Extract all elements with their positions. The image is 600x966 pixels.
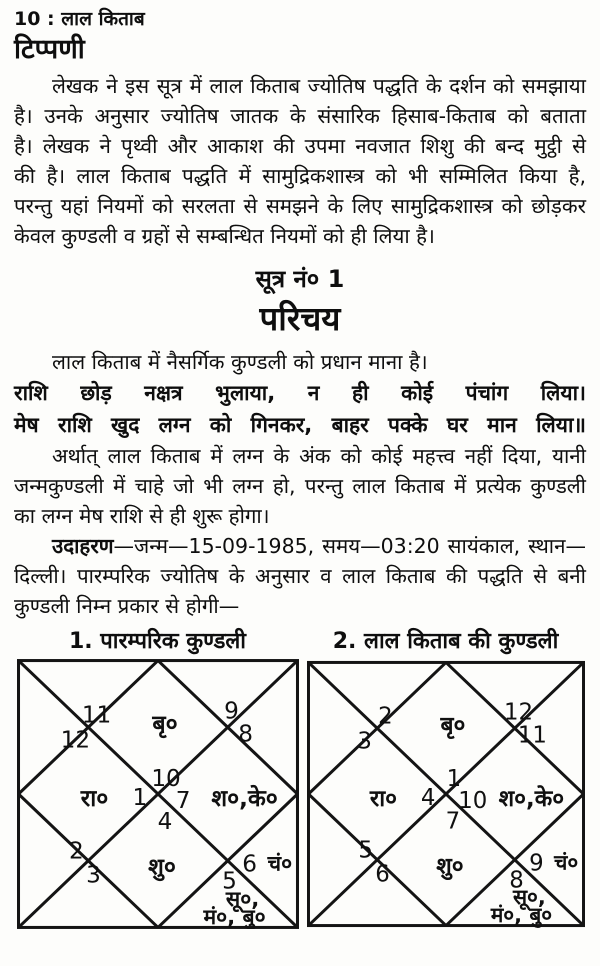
meaning-line: जन्मकुण्डली में चाहे जो भी लग्न हो, परन्तु लाल किताब में प्रत्येक कुण्डली (14, 474, 586, 498)
note-line: की है। लाल किताब पद्धति में सामुद्रिकशास्त्र को भी सम्मिलित किया है, (14, 164, 586, 188)
sutra-title: परिचय (259, 299, 341, 338)
note-line: केवल कुण्डली व ग्रहों से सम्बन्धित नियमों को ही लिया है। (14, 224, 435, 248)
house-number: 3 (356, 728, 372, 755)
planet-label-venus: शु० (147, 854, 176, 881)
house-number: 11 (81, 702, 111, 729)
house-number: 1 (446, 766, 461, 793)
house-number: 9 (223, 698, 239, 725)
planet-label-saturn-ketu: श०,के० (210, 786, 278, 813)
planet-label-venus: शु० (435, 853, 464, 880)
verse (14, 377, 586, 441)
intro-line: लाल किताब में नैसर्गिक कुण्डली को प्रधान माना है। (52, 350, 428, 374)
note-line: है। लेखक ने पृथ्वी और आकाश की उपमा नवजात शिशु की बन्द मुट्ठी से (14, 134, 586, 158)
traditional-kundli-block (14, 627, 301, 929)
kundli-charts-row (14, 627, 586, 929)
planet-label-sun: सू०, (225, 885, 259, 911)
example-text: —जन्म—15-09-1985, समय—03:20 सायंकाल, स्थान— (113, 534, 586, 558)
chart-title-traditional: 1. पारम्परिक कुण्डली (68, 629, 246, 654)
planet-label-moon: चं० (553, 850, 578, 875)
planet-label-jupiter: बृ० (151, 711, 178, 738)
house-number: 11 (517, 722, 547, 749)
kundli-chart-traditional (17, 659, 299, 929)
kundli-chart-lalkitab (307, 659, 585, 929)
planet-label-moon: चं० (267, 850, 292, 876)
example-label: उदाहरण (52, 534, 114, 558)
house-number: 12 (60, 727, 90, 754)
example-line: कुण्डली निम्न प्रकार से होगी— (14, 594, 240, 618)
example-line (14, 531, 586, 561)
note-line: लेखक ने इस सूत्र में लाल किताब ज्योतिष पद्धति के दर्शन को समझाया (52, 74, 586, 98)
house-number: 2 (377, 703, 393, 730)
house-number: 9 (528, 850, 544, 877)
house-number: 4 (420, 784, 435, 811)
house-number: 7 (445, 808, 460, 835)
planet-label-rahu: रा० (369, 785, 397, 812)
example-line: दिल्ली। पारम्परिक ज्योतिष के अनुसार व लाल किताब की पद्धति से बनी (14, 564, 586, 588)
house-number: 8 (237, 721, 253, 748)
house-number: 12 (503, 699, 533, 726)
note-title: टिप्पणी (14, 34, 85, 65)
planet-label-mars-mercury: मं०, बु० (490, 903, 552, 928)
house-number: 1 (132, 785, 147, 812)
house-number: 10 (150, 765, 181, 792)
planet-label-jupiter: बृ० (439, 712, 465, 739)
planet-label-saturn-ketu: श०,के० (498, 785, 564, 812)
sutra-number-heading: सूत्र नं० 1 (255, 265, 345, 293)
meaning-paragraph (14, 441, 586, 531)
house-number: 4 (157, 809, 172, 836)
note-line: परन्तु यहां नियमों को सरलता से समझने के लिए सामुद्रिकशास्त्र को छोड़कर (14, 194, 586, 218)
house-number: 3 (85, 862, 101, 889)
house-number: 6 (241, 851, 257, 878)
house-number: 2 (68, 838, 84, 865)
verse-line: मेष राशि खुद लग्न को गिनकर, बाहर पक्के घर मान लिया॥ (14, 413, 586, 437)
lalkitab-kundli-block (305, 627, 586, 929)
verse-line: राशि छोड़ नक्षत्र भुलाया, न ही कोई पंचांग लिया। (14, 381, 586, 405)
planet-label-sun: सू०, (512, 885, 546, 910)
note-line: है। उनके अनुसार ज्योतिष जातक के संसारिक हिसाब-किताब को बताता (14, 104, 586, 128)
meaning-line: का लग्न मेष राशि से ही शुरू होगा। (14, 504, 270, 528)
example-paragraph (14, 531, 586, 621)
house-number: 10 (457, 787, 487, 814)
planet-label-mars-mercury: मं०, बु० (202, 903, 266, 929)
house-number: 5 (221, 868, 237, 895)
page-header: 10 : लाल किताब (14, 8, 145, 30)
house-number: 7 (175, 788, 191, 815)
note-paragraph (14, 71, 586, 251)
planet-label-rahu: रा० (80, 786, 108, 813)
house-number: 8 (508, 867, 524, 894)
house-number: 5 (357, 837, 373, 864)
meaning-line: अर्थात् लाल किताब में लग्न के अंक को कोई महत्त्व नहीं दिया, यानी (52, 444, 586, 468)
chart-title-lalkitab: 2. लाल किताब की कुण्डली (332, 629, 559, 654)
house-number: 6 (374, 861, 390, 888)
